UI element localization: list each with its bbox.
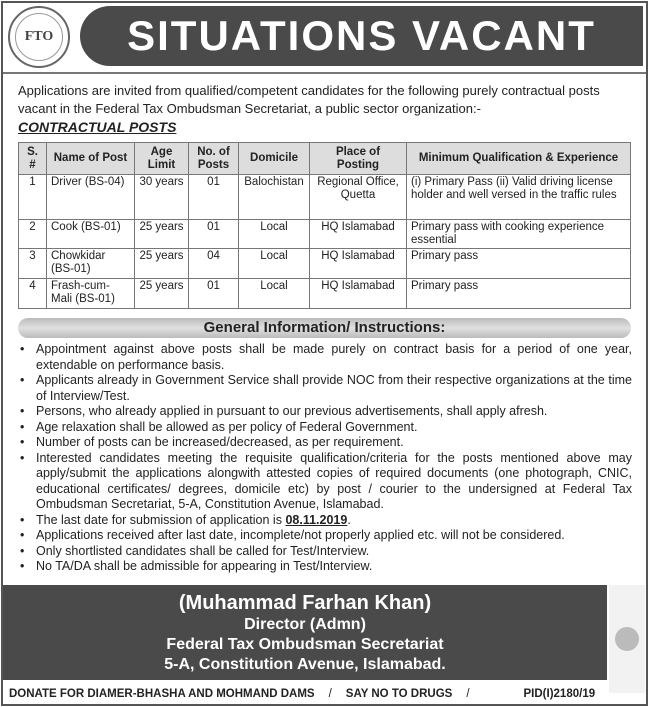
column-header: Name of Post (47, 143, 135, 175)
instruction-text: The last date for submission of application is (36, 512, 282, 527)
table-cell: HQ Islamabad (310, 220, 407, 249)
table-cell: Primary pass (407, 279, 631, 309)
table-cell: Regional Office, Quetta (310, 175, 407, 220)
table-cell: 01 (189, 279, 239, 309)
table-cell: HQ Islamabad (310, 279, 407, 309)
instruction-text: Age relaxation shall be allowed as per policy of Federal Government. (36, 419, 418, 434)
instruction-text: Number of posts can be increased/decreased, as per requirement. (36, 435, 404, 449)
table-cell: Primary pass with cooking experience essential (407, 220, 631, 249)
instruction-text: Persons, who already applied in pursuant to our previous advertisements, shall apply afresh. (36, 404, 548, 418)
instruction-item (18, 404, 632, 420)
instructions-list (18, 342, 632, 575)
instruction-item (18, 451, 632, 513)
instruction-text: No TA/DA shall be admissible for appearing in Test/Interview. (36, 559, 373, 573)
instruction-item (18, 420, 632, 436)
drugs-text: SAY NO TO DRUGS (345, 687, 453, 700)
table-cell: 2 (19, 220, 47, 249)
instruction-item (18, 373, 632, 404)
divider (3, 72, 646, 74)
table-cell: (i) Primary Pass (ii) Valid driving license holder and well versed in the traffic rules (407, 175, 631, 220)
column-header: No. of Posts (189, 143, 239, 175)
table-cell: 1 (19, 175, 47, 220)
slash-divider: / (466, 687, 470, 700)
donate-text: DONATE FOR DIAMER-BHASHA AND MOHMAND DAMS (9, 687, 315, 700)
table-cell: 30 years (135, 175, 189, 220)
table-cell: Driver (BS-04) (47, 175, 135, 220)
instruction-text: Appointment against above posts shall be made purely on contract basis for a period of one year, extendable on performance basis. (36, 342, 632, 372)
instruction-item (18, 435, 632, 451)
table-row (19, 279, 631, 309)
posts-table (18, 142, 631, 309)
signatory-designation: Director (Admn) (244, 616, 366, 633)
polio-emblem-icon (615, 627, 639, 651)
table-header (19, 143, 631, 175)
table-cell: 25 years (135, 220, 189, 249)
table-cell: 25 years (135, 249, 189, 279)
table-row (19, 220, 631, 249)
instruction-item (18, 559, 632, 575)
instruction-item: • The last date for submission of application is 08.11.2019. (18, 513, 632, 529)
table-cell: Chowkidar (BS-01) (47, 249, 135, 279)
slash-divider: / (328, 687, 332, 700)
page-title: SITUATIONS VACANT (80, 6, 643, 66)
table-cell: 01 (189, 220, 239, 249)
signatory-block (3, 585, 607, 680)
table-cell: 01 (189, 175, 239, 220)
instruction-text: Interested candidates meeting the requisite qualification/criteria for the posts mentioned above may apply/submit the applications alongwith attested copies of required documents (one photograph, CNIC, educational certificates/ degrees, domicile etc) by post / courier to the undersigned at Federal Tax Ombudsman Secretariat, 5-A, Constitution Avenue, Islamabad. (36, 450, 632, 511)
instruction-item (18, 342, 632, 373)
fto-logo: FTO (8, 6, 70, 68)
column-header: Place of Posting (310, 143, 407, 175)
column-header: S. # (19, 143, 47, 175)
intro-text: Applications are invited from qualified/competent candidates for the following purely contractual posts vacant in the Federal Tax Ombudsman Secretariat, a public sector organization:- (18, 83, 600, 116)
signatory-address: 5-A, Constitution Avenue, Islamabad. (164, 656, 446, 673)
table-cell: 25 years (135, 279, 189, 309)
table-row (19, 175, 631, 220)
table-cell: Local (239, 249, 310, 279)
table-cell: Local (239, 220, 310, 249)
table-cell: Balochistan (239, 175, 310, 220)
table-cell: Cook (BS-01) (47, 220, 135, 249)
column-header: Domicile (239, 143, 310, 175)
table-cell: Frash-cum-Mali (BS-01) (47, 279, 135, 309)
table-cell: 3 (19, 249, 47, 279)
section-title: CONTRACTUAL POSTS (18, 119, 177, 135)
column-header: Minimum Qualification & Experience (407, 143, 631, 175)
table-cell: Primary pass (407, 249, 631, 279)
instruction-text: Applicants already in Government Service shall provide NOC from their respective organizations at the time of Interview/Test. (36, 373, 632, 403)
column-header: Age Limit (135, 143, 189, 175)
last-date: 08.11.2019 (285, 512, 348, 527)
table-cell: Local (239, 279, 310, 309)
table-cell: 04 (189, 249, 239, 279)
instruction-text: Only shortlisted candidates shall be called for Test/Interview. (36, 543, 370, 558)
footer-strip (3, 683, 607, 704)
table-row (19, 249, 631, 279)
signatory-office: Federal Tax Ombudsman Secretariat (166, 636, 444, 653)
signatory-name: (Muhammad Farhan Khan) (178, 592, 432, 614)
instruction-text: Applications received after last date, incomplete/not properly applied etc. will not be considered. (36, 528, 565, 542)
table-cell: 4 (19, 279, 47, 309)
table-cell: HQ Islamabad (310, 249, 407, 279)
instruction-item (18, 528, 632, 544)
polio-logo (609, 585, 645, 693)
pid-text: PID(I)2180/19 (523, 687, 596, 700)
instructions-title: General Information/ Instructions: (18, 318, 631, 338)
instruction-item (18, 544, 632, 560)
